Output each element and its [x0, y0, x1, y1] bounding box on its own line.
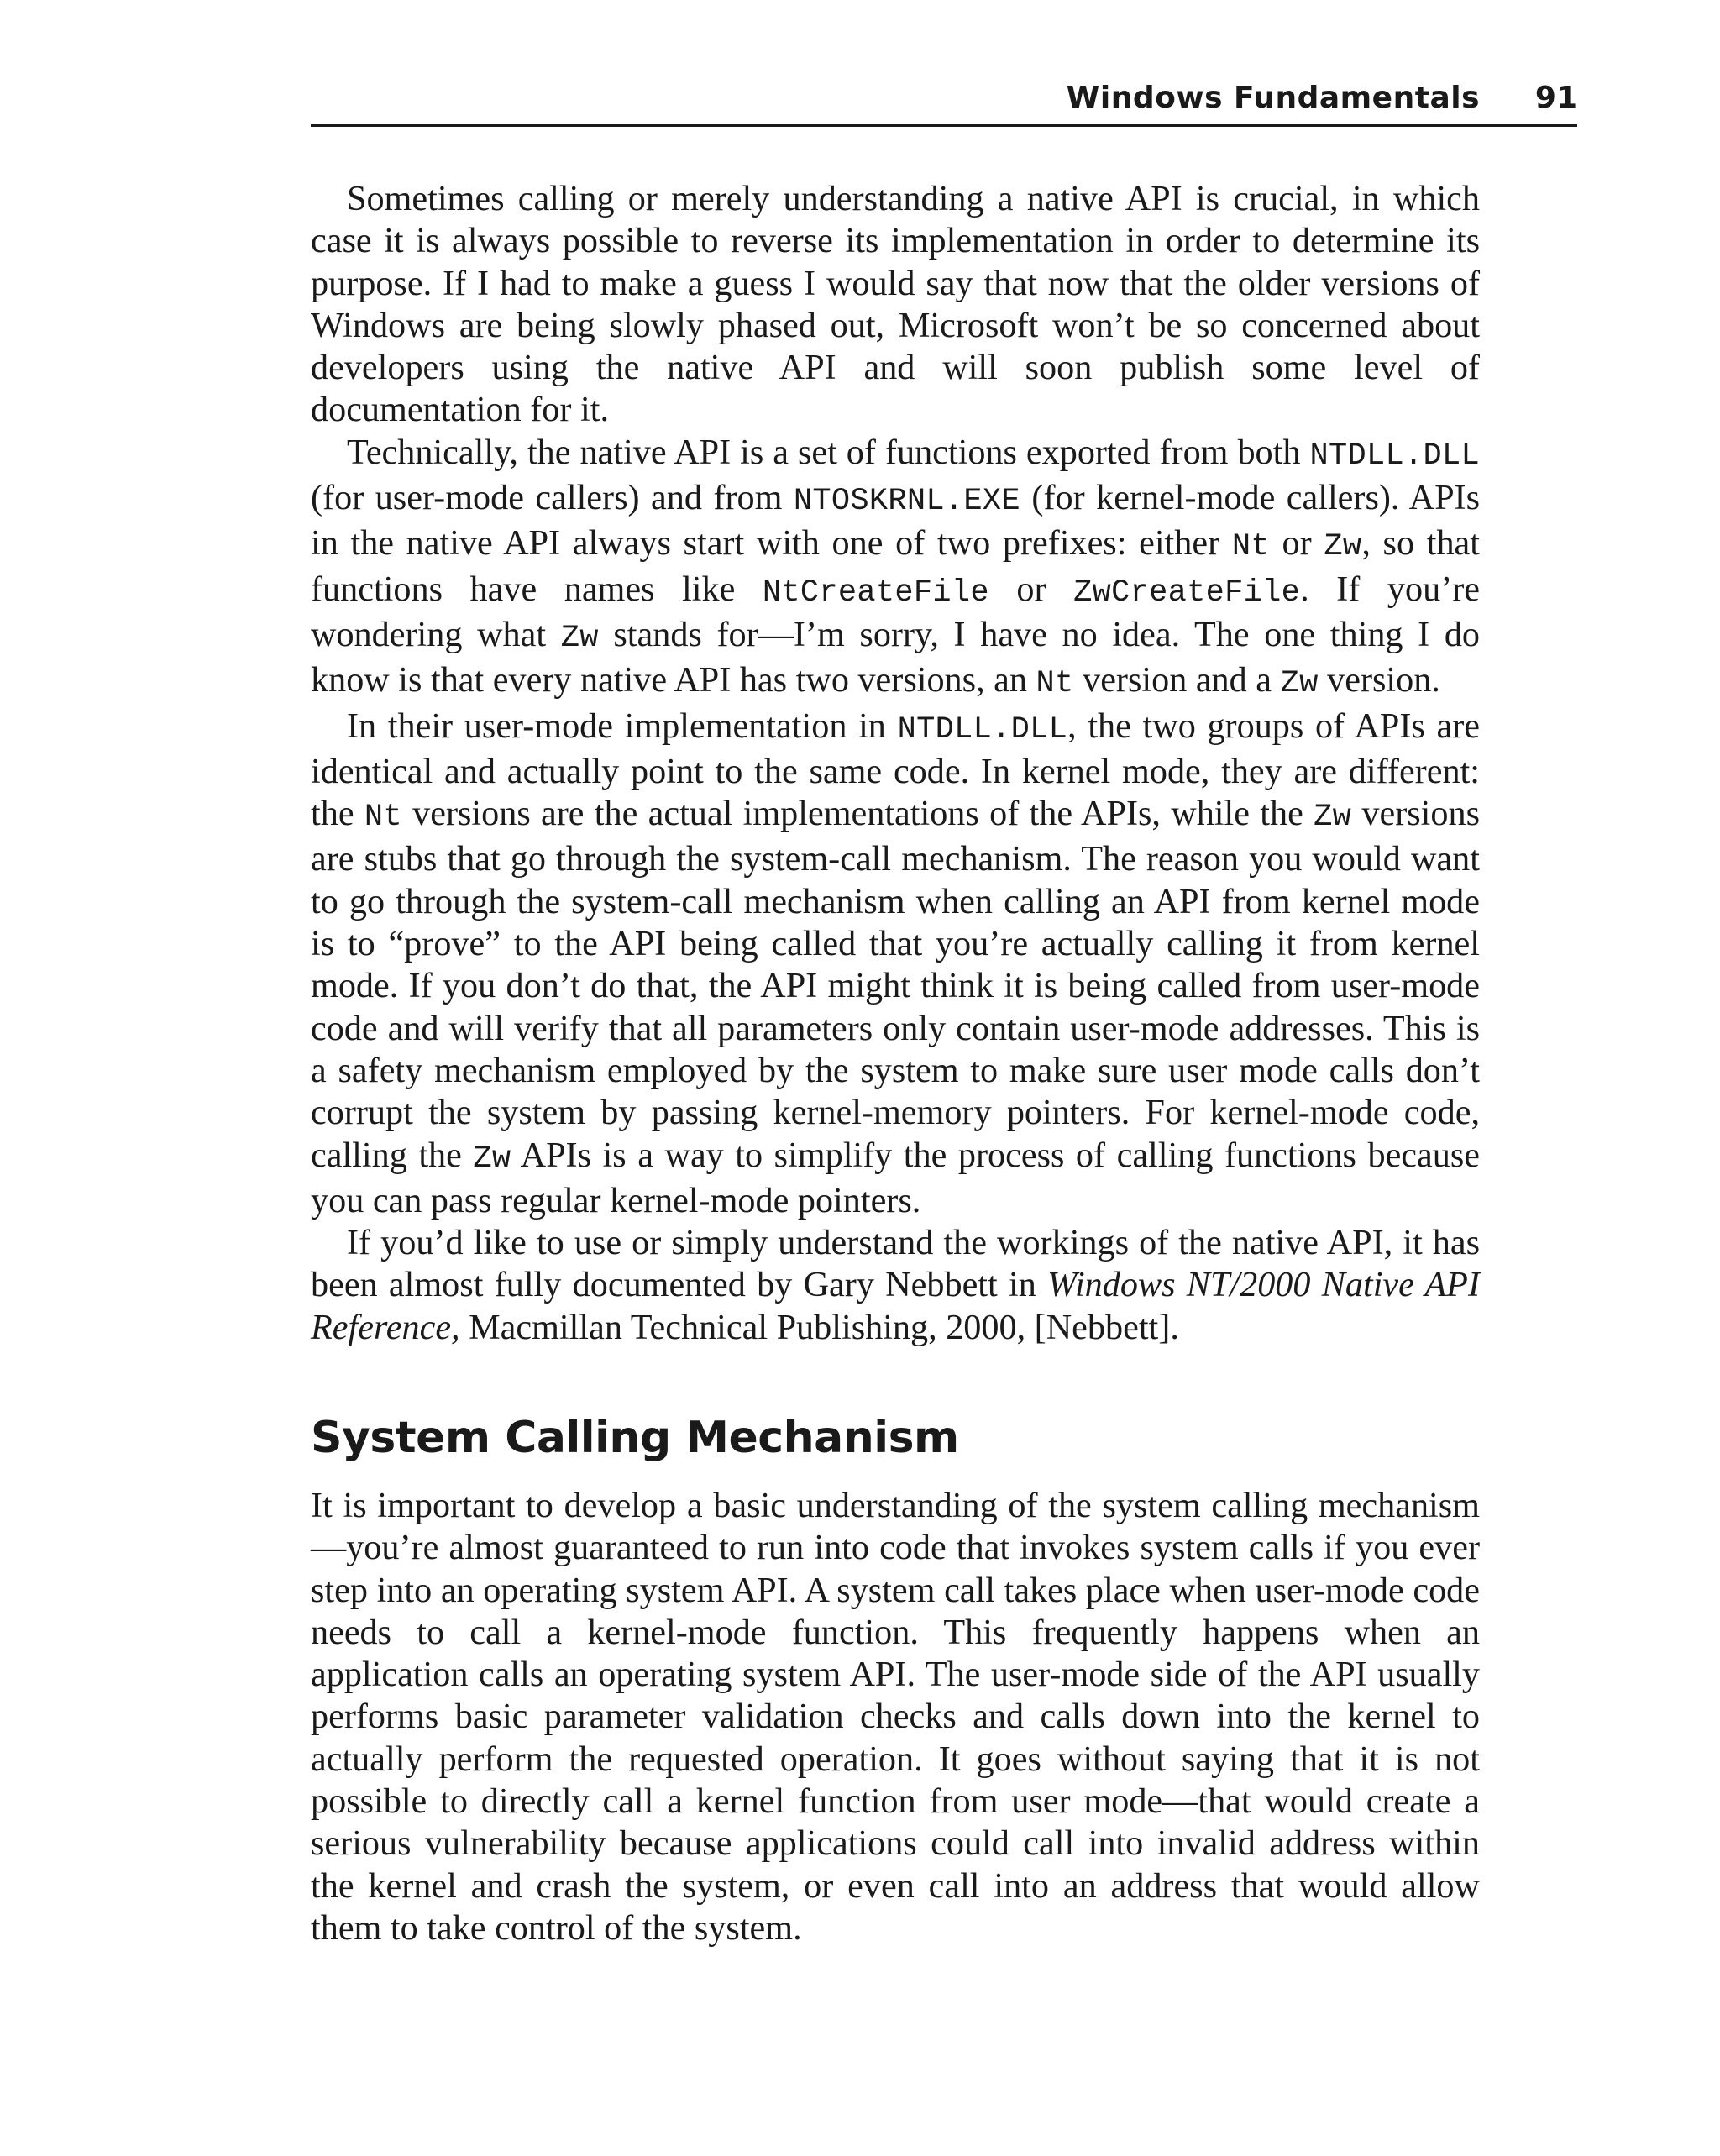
paragraph-user-vs-kernel	[311, 706, 1480, 1223]
text-run: In their user-mode implementation in	[347, 706, 898, 746]
running-title: Windows Fundamentals	[1066, 81, 1480, 115]
text-run: , so that functions have names like	[311, 523, 1480, 609]
code-zwcreatefile: ZwCreateFile	[1073, 574, 1301, 611]
paragraph-nebbett-reference	[311, 1222, 1480, 1349]
text-run: , the two groups of APIs are identical and actually point to the same code. In kernel mode, they are different: the	[311, 706, 1480, 834]
code-zw: Zw	[560, 620, 599, 656]
code-nt: Nt	[1231, 529, 1270, 565]
book-title: Windows NT/2000 Native API Reference,	[311, 1265, 1480, 1347]
code-ntdll: NTDLL.DLL	[1309, 438, 1480, 474]
text-run: or	[1269, 523, 1324, 564]
section-body	[311, 1485, 1480, 1949]
page-number: 91	[1534, 81, 1577, 115]
text-run: Technically, the native API is a set of functions exported from both	[347, 432, 1310, 472]
code-zw: Zw	[473, 1141, 511, 1177]
body-text	[311, 178, 1480, 1349]
text-run: If you’d like to use or simply understand the workings of the native API, it has been almost fully documented by Gary Nebbett in	[311, 1223, 1480, 1305]
text-run: or	[988, 569, 1074, 609]
code-zw: Zw	[1280, 666, 1319, 702]
code-zw: Zw	[1324, 529, 1362, 565]
code-nt: Nt	[364, 800, 402, 836]
section-heading: System Calling Mechanism	[311, 1413, 959, 1463]
paragraph-system-calling: It is important to develop a basic understanding of the system calling mechanism—you’re almost guaranteed to run into code that invokes system calls if you ever step into an operating system API. A system call takes place when user-mode code needs to call a kernel-mode function. This frequently happens when an application calls an operating system API. The user-mode side of the API usually performs basic parameter validation checks and calls down into the kernel to actually perform the requested operation. It goes without saying that it is not possible to directly call a kernel function from user mode—that would create a serious vulnerability because applications could call into invalid address within the kernel and crash the system, or even call into an address that would allow them to take control of the system.	[311, 1486, 1480, 1948]
text-run: versions are the actual implementations of the APIs, while the	[401, 794, 1314, 834]
text-run: versions are stubs that go through the system-call mechanism. The reason you would want to go through the system-call mechanism when calling an API from kernel mode is to “prove” to the API being called that you’re actually calling it from kernel mode. If you don’t do that, the API might think it is being called from user-mode code and will verify that all parameters only contain user-mode addresses. This is a safety mechanism employed by the system to make sure user mode calls don’t corrupt the system by passing kernel-memory pointers. For kernel-mode code, calling the	[311, 794, 1480, 1175]
text-run: version.	[1318, 660, 1440, 700]
code-ntoskrnl: NTOSKRNL.EXE	[793, 484, 1020, 520]
text-run: (for user-mode callers) and from	[311, 478, 794, 518]
running-header	[311, 81, 1577, 127]
text-run: (for kernel-mode callers). APIs in the native API always start with one of two prefixes: either	[311, 478, 1481, 564]
code-ntdll: NTDLL.DLL	[897, 711, 1068, 748]
text-run: APIs is a way to simplify the process of calling functions because you can pass regular kernel-mode pointers.	[311, 1135, 1480, 1220]
code-ntcreatefile: NtCreateFile	[762, 574, 989, 611]
text-run: . If you’re wondering what	[311, 569, 1480, 654]
paragraph-native-api-intro: Sometimes calling or merely understanding a native API is crucial, in which case it is always possible to reverse its implementation in order to determine its purpose. If I had to make a guess I would say that now that the older versions of Windows are being slowly phased out, Microsoft won’t be so concerned about developers using the native API and will soon publish some level of documentation for it.	[311, 179, 1480, 430]
code-nt: Nt	[1036, 666, 1074, 702]
paragraph-native-api-technical	[311, 432, 1480, 706]
code-zw: Zw	[1314, 800, 1352, 836]
text-run: stands for—I’m sorry, I have no idea. The one thing I do know is that every native API has two versions, an	[311, 614, 1481, 700]
text-run: version and a	[1073, 660, 1281, 700]
text-run: Macmillan Technical Publishing, 2000, [Nebbett].	[459, 1307, 1179, 1347]
